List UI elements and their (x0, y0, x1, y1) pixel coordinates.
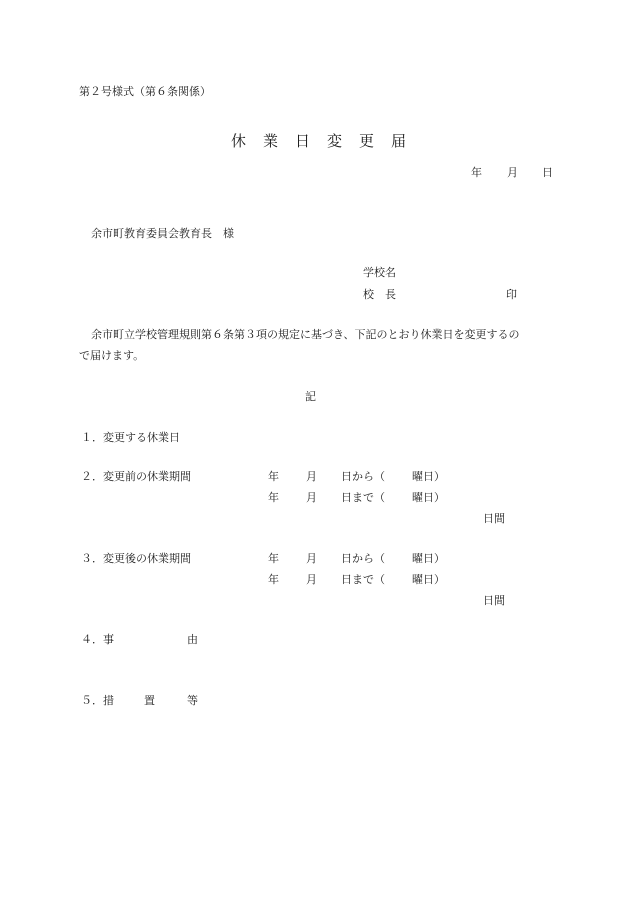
title-char: 更 (359, 132, 375, 150)
body-text-line2: で届けます。 (79, 349, 145, 362)
body-text-line1: 余市町立学校管理規則第６条第３項の規定に基づき、下記のとおり休業日を変更するの (91, 328, 520, 341)
item-1-label: １．変更する休業日 (81, 431, 180, 444)
item-4-label-end: 由 (187, 633, 198, 646)
ki-label: 記 (305, 390, 316, 403)
period-weekday: 曜日） (412, 573, 445, 586)
period-weekday: 曜日） (412, 470, 445, 483)
item-5-label-mid: 置 (144, 694, 155, 707)
period-to: 日まで（ (341, 573, 385, 586)
period-year: 年 (268, 552, 279, 565)
principal-label: 校 長 (363, 288, 396, 301)
period-days: 日間 (483, 594, 505, 607)
period-month: 月 (306, 470, 317, 483)
period-from: 日から（ (341, 552, 385, 565)
item-2-label: ２．変更前の休業期間 (81, 470, 191, 483)
period-weekday: 曜日） (412, 552, 445, 565)
date-day-label: 日 (542, 166, 553, 179)
period-year: 年 (268, 470, 279, 483)
date-year-label: 年 (471, 166, 482, 179)
date-month-label: 月 (507, 166, 518, 179)
title-char: 日 (295, 132, 311, 150)
period-month: 月 (306, 573, 317, 586)
period-weekday: 曜日） (412, 491, 445, 504)
form-number: 第２号様式（第６条関係） (79, 85, 211, 98)
title-char: 変 (327, 132, 343, 150)
item-5-label-end: 等 (187, 694, 198, 707)
period-year: 年 (268, 491, 279, 504)
item-3-label: ３．変更後の休業期間 (81, 552, 191, 565)
period-year: 年 (268, 573, 279, 586)
title-char: 休 (231, 132, 247, 150)
addressee: 余市町教育委員会教育長 様 (91, 227, 234, 240)
period-month: 月 (306, 491, 317, 504)
period-to: 日まで（ (341, 491, 385, 504)
school-name-label: 学校名 (363, 266, 396, 279)
seal-label: 印 (506, 288, 517, 301)
period-from: 日から（ (341, 470, 385, 483)
period-days: 日間 (483, 512, 505, 525)
title-char: 業 (263, 132, 279, 150)
title-char: 届 (391, 132, 407, 150)
item-5-label: ５．措 (81, 694, 114, 707)
item-4-label: ４．事 (81, 633, 114, 646)
period-month: 月 (306, 552, 317, 565)
